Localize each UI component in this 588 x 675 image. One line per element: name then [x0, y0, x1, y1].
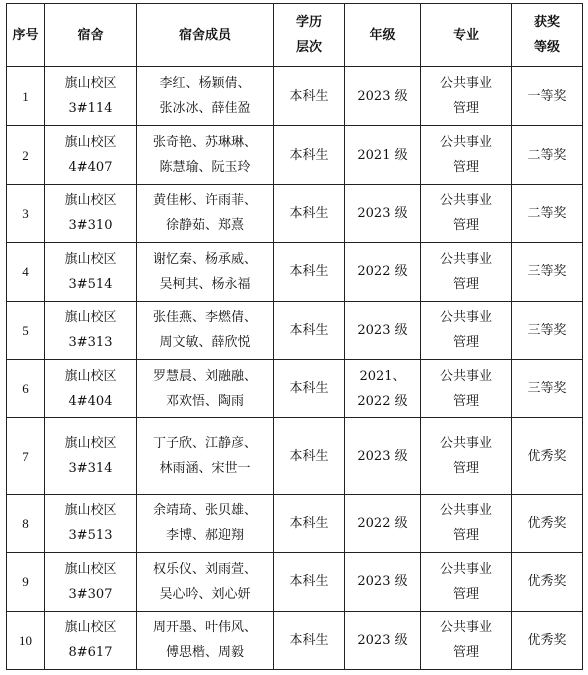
row-degree: 本科生 [274, 611, 345, 669]
row-members-line1: 张奇艳、苏琳琳、 [152, 135, 257, 151]
header-degree-line1: 学历 [295, 15, 322, 30]
row-major-line2: 管理 [452, 101, 479, 117]
header-award-line2: 等级 [533, 40, 560, 55]
row-dorm [45, 243, 137, 301]
row-dorm-campus: 旗山校区 [64, 503, 117, 519]
row-dorm [45, 301, 137, 359]
row-major-line2: 管理 [452, 461, 479, 477]
row-members-line1: 黄佳彬、许雨菲、 [152, 193, 257, 209]
row-degree: 本科生 [274, 126, 345, 184]
row-grade [345, 553, 421, 611]
row-dorm-campus: 旗山校区 [64, 193, 117, 209]
row-grade-line2: 2022 级 [357, 393, 408, 409]
row-grade-line1: 2023 级 [357, 632, 408, 648]
row-members [137, 553, 274, 611]
row-members-line1: 张佳燕、李燃倩、 [152, 310, 257, 326]
row-index: 1 [7, 67, 45, 126]
row-members-line2: 徐静茹、郑熹 [165, 218, 244, 234]
row-major [421, 184, 512, 242]
row-members [137, 243, 274, 301]
row-members-line2: 李博、郝迎翔 [165, 528, 244, 544]
row-members-line2: 傅思楷、周毅 [165, 645, 244, 661]
row-grade-line1: 2023 级 [357, 322, 408, 338]
row-members-line1: 余靖琦、张贝雄、 [152, 503, 257, 519]
row-members [137, 359, 274, 417]
row-dorm [45, 611, 137, 669]
row-grade [345, 418, 421, 495]
row-grade-line1: 2022 级 [357, 264, 408, 280]
row-members [137, 494, 274, 552]
row-grade [345, 494, 421, 552]
row-award: 二等奖 [512, 126, 583, 184]
row-members-line2: 林雨涵、宋世一 [159, 461, 251, 477]
row-dorm-room: 4#404 [68, 393, 113, 409]
row-major [421, 611, 512, 669]
row-major-line2: 管理 [452, 335, 479, 351]
row-dorm-room: 3#114 [68, 101, 113, 117]
row-grade-line1: 2021 级 [357, 147, 408, 163]
row-major [421, 243, 512, 301]
row-dorm-room: 3#513 [68, 528, 113, 544]
table-row [7, 611, 583, 669]
table-row [7, 184, 583, 242]
header-members: 宿舍成员 [137, 4, 274, 67]
row-major-line1: 公共事业 [439, 503, 492, 519]
header-dorm: 宿舍 [45, 4, 137, 67]
row-members-line2: 张冰冰、薛佳盈 [159, 101, 251, 117]
table-row [7, 553, 583, 611]
header-degree-line2: 层次 [295, 40, 322, 55]
row-dorm-room: 3#310 [68, 218, 113, 234]
row-grade-line1: 2023 级 [357, 574, 408, 590]
row-major-line1: 公共事业 [439, 310, 492, 326]
row-degree: 本科生 [274, 553, 345, 611]
row-dorm-room: 3#313 [68, 335, 113, 351]
row-major-line1: 公共事业 [439, 436, 492, 452]
row-degree: 本科生 [274, 359, 345, 417]
row-dorm [45, 553, 137, 611]
row-grade-line1: 2023 级 [357, 448, 408, 464]
row-major-line2: 管理 [452, 393, 479, 409]
row-members-line2: 邓欢悟、陶雨 [165, 393, 244, 409]
row-dorm [45, 126, 137, 184]
row-award: 优秀奖 [512, 494, 583, 552]
row-major-line1: 公共事业 [439, 368, 492, 384]
row-members [137, 126, 274, 184]
row-index: 9 [7, 553, 45, 611]
header-grade: 年级 [345, 4, 421, 67]
row-members-line2: 周文敏、薛欣悦 [159, 335, 251, 351]
row-major [421, 553, 512, 611]
award-table [6, 3, 583, 670]
row-dorm-room: 3#314 [68, 461, 113, 477]
header-major: 专业 [421, 4, 512, 67]
table-row [7, 67, 583, 126]
row-major [421, 126, 512, 184]
row-dorm [45, 418, 137, 495]
row-award: 三等奖 [512, 243, 583, 301]
row-major-line1: 公共事业 [439, 251, 492, 267]
row-award: 优秀奖 [512, 611, 583, 669]
row-dorm-room: 4#407 [68, 160, 113, 176]
row-major-line1: 公共事业 [439, 620, 492, 636]
row-degree: 本科生 [274, 184, 345, 242]
row-major-line2: 管理 [452, 276, 479, 292]
row-dorm-campus: 旗山校区 [64, 620, 117, 636]
row-dorm [45, 67, 137, 126]
row-index: 8 [7, 494, 45, 552]
row-major [421, 418, 512, 495]
row-members-line2: 吴心吟、刘心妍 [159, 586, 251, 602]
row-dorm-campus: 旗山校区 [64, 310, 117, 326]
row-degree: 本科生 [274, 494, 345, 552]
table-body [7, 67, 583, 670]
row-major [421, 67, 512, 126]
row-grade-line1: 2023 级 [357, 205, 408, 221]
row-members-line1: 李红、杨颖倩、 [159, 76, 251, 92]
row-members [137, 611, 274, 669]
row-grade [345, 611, 421, 669]
row-members-line1: 权乐仪、刘雨萱、 [152, 561, 257, 577]
row-major-line1: 公共事业 [439, 135, 492, 151]
row-dorm-campus: 旗山校区 [64, 561, 117, 577]
row-major [421, 494, 512, 552]
row-index: 7 [7, 418, 45, 495]
table-row [7, 126, 583, 184]
row-major-line2: 管理 [452, 160, 479, 176]
header-degree [274, 4, 345, 67]
row-grade-line1: 2023 级 [357, 88, 408, 104]
row-award: 二等奖 [512, 184, 583, 242]
row-members-line2: 吴柯其、杨永福 [159, 276, 251, 292]
row-award: 优秀奖 [512, 418, 583, 495]
row-dorm-campus: 旗山校区 [64, 135, 117, 151]
row-degree: 本科生 [274, 67, 345, 126]
row-grade [345, 301, 421, 359]
header-award-line1: 获奖 [533, 15, 560, 30]
header-row [7, 4, 583, 67]
row-dorm-campus: 旗山校区 [64, 436, 117, 452]
row-award: 优秀奖 [512, 553, 583, 611]
row-members-line1: 谢忆秦、杨承威、 [152, 251, 257, 267]
row-members [137, 184, 274, 242]
row-dorm [45, 494, 137, 552]
row-members-line2: 陈慧瑜、阮玉玲 [159, 160, 251, 176]
table-row [7, 418, 583, 495]
table-row [7, 301, 583, 359]
row-dorm-room: 3#514 [68, 276, 113, 292]
row-members [137, 301, 274, 359]
row-index: 10 [7, 611, 45, 669]
row-index: 3 [7, 184, 45, 242]
row-major-line1: 公共事业 [439, 561, 492, 577]
row-index: 6 [7, 359, 45, 417]
row-degree: 本科生 [274, 301, 345, 359]
header-award [512, 4, 583, 67]
row-major [421, 359, 512, 417]
row-dorm-room: 3#307 [68, 586, 113, 602]
table-row [7, 243, 583, 301]
row-major-line2: 管理 [452, 586, 479, 602]
row-dorm-campus: 旗山校区 [64, 251, 117, 267]
row-major-line1: 公共事业 [439, 193, 492, 209]
row-dorm-room: 8#617 [68, 645, 113, 661]
header-index: 序号 [7, 4, 45, 67]
row-award: 三等奖 [512, 359, 583, 417]
row-grade-line1: 2022 级 [357, 515, 408, 531]
row-members-line1: 罗慧晨、刘融融、 [152, 368, 257, 384]
row-members [137, 418, 274, 495]
row-degree: 本科生 [274, 418, 345, 495]
row-award: 三等奖 [512, 301, 583, 359]
row-grade [345, 184, 421, 242]
row-grade-line1: 2021、 [359, 368, 406, 384]
row-index: 4 [7, 243, 45, 301]
row-members-line1: 周开墨、叶伟风、 [152, 620, 257, 636]
row-major-line2: 管理 [452, 218, 479, 234]
row-major [421, 301, 512, 359]
table-row [7, 494, 583, 552]
row-dorm [45, 359, 137, 417]
row-members-line1: 丁子欣、江静彦、 [152, 436, 257, 452]
row-major-line2: 管理 [452, 528, 479, 544]
row-major-line2: 管理 [452, 645, 479, 661]
row-index: 2 [7, 126, 45, 184]
row-award: 一等奖 [512, 67, 583, 126]
row-grade [345, 67, 421, 126]
row-grade [345, 359, 421, 417]
row-dorm-campus: 旗山校区 [64, 76, 117, 92]
table-row [7, 359, 583, 417]
row-members [137, 67, 274, 126]
row-degree: 本科生 [274, 243, 345, 301]
row-dorm-campus: 旗山校区 [64, 368, 117, 384]
row-dorm [45, 184, 137, 242]
row-index: 5 [7, 301, 45, 359]
row-grade [345, 243, 421, 301]
row-major-line1: 公共事业 [439, 76, 492, 92]
row-grade [345, 126, 421, 184]
